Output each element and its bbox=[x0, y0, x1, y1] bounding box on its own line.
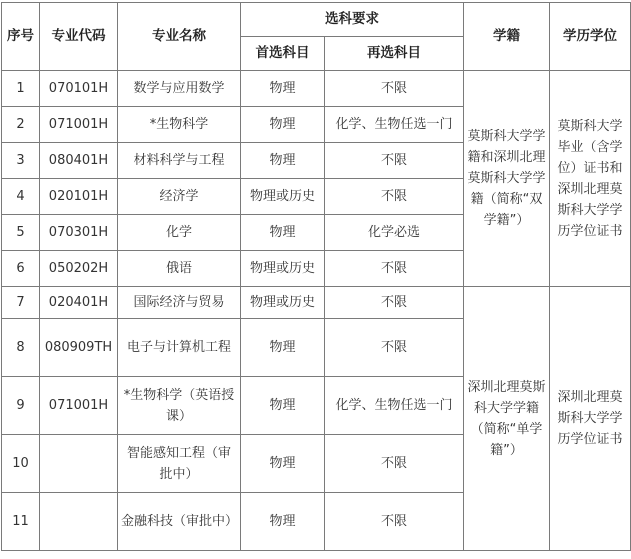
row-name: 金融科技（审批中） bbox=[118, 493, 241, 551]
header-second-subject: 再选科目 bbox=[325, 37, 464, 71]
row-first-subject: 物理或历史 bbox=[241, 287, 325, 319]
row-first-subject: 物理 bbox=[241, 319, 325, 377]
row-name: 数学与应用数学 bbox=[118, 71, 241, 107]
degree-single: 深圳北理莫斯科大学学历学位证书 bbox=[550, 287, 631, 551]
header-seq: 序号 bbox=[2, 3, 40, 71]
row-code bbox=[40, 493, 118, 551]
row-name: 国际经济与贸易 bbox=[118, 287, 241, 319]
row-first-subject: 物理 bbox=[241, 143, 325, 179]
row-first-subject: 物理 bbox=[241, 71, 325, 107]
row-second-subject: 不限 bbox=[325, 251, 464, 287]
row-seq: 2 bbox=[2, 107, 40, 143]
row-second-subject: 不限 bbox=[325, 493, 464, 551]
row-name: 化学 bbox=[118, 215, 241, 251]
row-name: *生物科学（英语授课） bbox=[118, 377, 241, 435]
row-second-subject: 不限 bbox=[325, 143, 464, 179]
row-second-subject: 化学、生物任选一门 bbox=[325, 107, 464, 143]
row-seq: 6 bbox=[2, 251, 40, 287]
row-seq: 8 bbox=[2, 319, 40, 377]
row-code: 070101H bbox=[40, 71, 118, 107]
row-second-subject: 不限 bbox=[325, 179, 464, 215]
header-name: 专业名称 bbox=[118, 3, 241, 71]
row-first-subject: 物理 bbox=[241, 377, 325, 435]
row-seq: 11 bbox=[2, 493, 40, 551]
row-first-subject: 物理 bbox=[241, 493, 325, 551]
row-code: 071001H bbox=[40, 377, 118, 435]
row-seq: 4 bbox=[2, 179, 40, 215]
row-first-subject: 物理或历史 bbox=[241, 251, 325, 287]
row-name: 电子与计算机工程 bbox=[118, 319, 241, 377]
row-first-subject: 物理 bbox=[241, 435, 325, 493]
row-code: 020401H bbox=[40, 287, 118, 319]
registry-double: 莫斯科大学学籍和深圳北理莫斯科大学学籍（简称“双学籍”） bbox=[464, 71, 550, 287]
row-second-subject: 不限 bbox=[325, 435, 464, 493]
header-subject-requirement: 选科要求 bbox=[241, 3, 464, 37]
header-first-subject: 首选科目 bbox=[241, 37, 325, 71]
row-code bbox=[40, 435, 118, 493]
row-second-subject: 化学、生物任选一门 bbox=[325, 377, 464, 435]
row-code: 080909TH bbox=[40, 319, 118, 377]
row-seq: 9 bbox=[2, 377, 40, 435]
header-registry: 学籍 bbox=[464, 3, 550, 71]
row-name: 材料科学与工程 bbox=[118, 143, 241, 179]
table-row bbox=[2, 71, 631, 107]
row-second-subject: 不限 bbox=[325, 319, 464, 377]
table-row bbox=[2, 287, 631, 319]
row-seq: 7 bbox=[2, 287, 40, 319]
header-degree: 学历学位 bbox=[550, 3, 631, 71]
row-code: 020101H bbox=[40, 179, 118, 215]
row-code: 050202H bbox=[40, 251, 118, 287]
row-first-subject: 物理 bbox=[241, 215, 325, 251]
row-name: 智能感知工程（审批中） bbox=[118, 435, 241, 493]
row-code: 070301H bbox=[40, 215, 118, 251]
row-seq: 1 bbox=[2, 71, 40, 107]
row-second-subject: 不限 bbox=[325, 287, 464, 319]
row-name: 俄语 bbox=[118, 251, 241, 287]
major-table bbox=[1, 2, 631, 551]
degree-double: 莫斯科大学毕业（含学位）证书和深圳北理莫斯科大学学历学位证书 bbox=[550, 71, 631, 287]
row-name: *生物科学 bbox=[118, 107, 241, 143]
row-first-subject: 物理 bbox=[241, 107, 325, 143]
row-second-subject: 化学必选 bbox=[325, 215, 464, 251]
header-row bbox=[2, 3, 631, 37]
header-code: 专业代码 bbox=[40, 3, 118, 71]
registry-single: 深圳北理莫斯科大学学籍（简称“单学籍”） bbox=[464, 287, 550, 551]
row-code: 071001H bbox=[40, 107, 118, 143]
row-seq: 3 bbox=[2, 143, 40, 179]
row-seq: 10 bbox=[2, 435, 40, 493]
row-name: 经济学 bbox=[118, 179, 241, 215]
row-second-subject: 不限 bbox=[325, 71, 464, 107]
row-code: 080401H bbox=[40, 143, 118, 179]
row-first-subject: 物理或历史 bbox=[241, 179, 325, 215]
row-seq: 5 bbox=[2, 215, 40, 251]
